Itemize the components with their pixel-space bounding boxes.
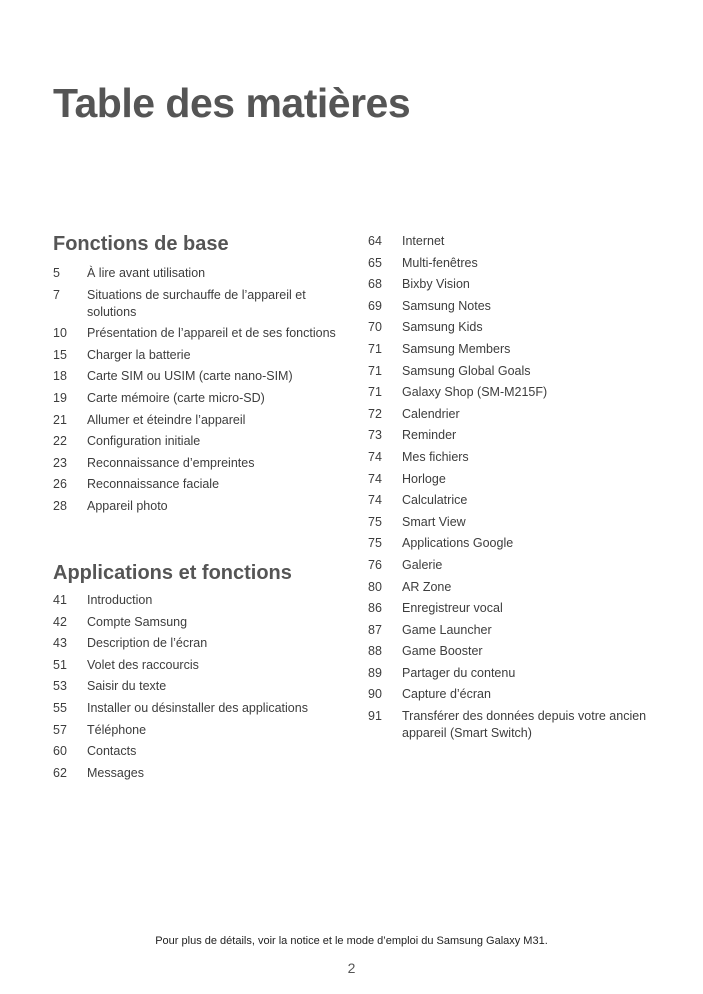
toc-item[interactable] [368, 622, 658, 639]
toc-label: Reconnaissance d’empreintes [87, 455, 255, 470]
toc-label: Enregistreur vocal [402, 601, 503, 616]
toc-item[interactable] [368, 427, 658, 444]
toc-label: Allumer et éteindre l’appareil [87, 412, 246, 427]
toc-label: Game Launcher [402, 622, 492, 637]
toc-item[interactable] [368, 471, 658, 488]
toc-page-number: 10 [53, 326, 67, 341]
toc-item[interactable] [368, 643, 658, 660]
toc-page-number: 42 [53, 614, 67, 629]
toc-item[interactable] [368, 600, 658, 617]
toc-label: Multi-fenêtres [402, 255, 478, 270]
toc-label: Samsung Kids [402, 320, 483, 335]
toc-list-applications-et-fonctions [53, 592, 338, 786]
toc-page-number: 90 [368, 687, 382, 702]
toc-page-number: 64 [368, 234, 382, 248]
toc-page-number: 91 [368, 709, 382, 724]
toc-page-number: 41 [53, 593, 67, 607]
toc-item[interactable] [53, 476, 338, 493]
toc-item[interactable] [368, 686, 658, 703]
toc-label: Calculatrice [402, 493, 468, 508]
toc-label: Présentation de l’appareil et de ses fonctions [87, 326, 336, 341]
toc-item[interactable] [368, 406, 658, 423]
toc-page-number: 43 [53, 636, 67, 651]
toc-label: Introduction [87, 593, 153, 607]
toc-item[interactable] [53, 287, 338, 321]
toc-page-number: 51 [53, 657, 67, 672]
toc-page-number: 89 [368, 665, 382, 680]
toc-item[interactable] [368, 255, 658, 272]
toc-label: Calendrier [402, 406, 460, 421]
toc-item[interactable] [53, 722, 338, 739]
toc-label: Compte Samsung [87, 614, 188, 629]
toc-label: Transférer des données depuis votre ancien appareil (Smart Switch) [402, 709, 647, 741]
toc-item[interactable] [368, 579, 658, 596]
toc-label: Appareil photo [87, 498, 168, 513]
toc-item[interactable] [53, 433, 338, 450]
toc-page-number: 75 [368, 514, 382, 529]
toc-label: Smart View [402, 514, 466, 529]
toc-page-number: 69 [368, 298, 382, 313]
toc-item[interactable] [368, 708, 658, 742]
toc-page-number: 71 [368, 363, 382, 378]
toc-item[interactable] [53, 412, 338, 429]
toc-label: Reconnaissance faciale [87, 477, 220, 492]
toc-page-number: 76 [368, 557, 382, 572]
toc-label: Samsung Members [402, 341, 511, 356]
toc-item[interactable] [53, 657, 338, 674]
toc-page-number: 15 [53, 347, 67, 362]
section-title-applications-et-fonctions: Applications et fonctions [53, 562, 292, 584]
toc-page-number: 22 [53, 434, 67, 449]
toc-item[interactable] [53, 347, 338, 364]
toc-page-number: 74 [368, 449, 382, 464]
toc-item[interactable] [368, 449, 658, 466]
toc-item[interactable] [368, 514, 658, 531]
toc-item[interactable] [368, 535, 658, 552]
toc-label: Installer ou désinstaller des applications [87, 700, 308, 715]
toc-item[interactable] [53, 455, 338, 472]
toc-item[interactable] [53, 368, 338, 385]
toc-page-number: 60 [53, 744, 67, 759]
toc-page-number: 75 [368, 536, 382, 551]
toc-label: Samsung Global Goals [402, 363, 531, 378]
toc-page-number: 18 [53, 369, 67, 384]
toc-item[interactable] [368, 319, 658, 336]
toc-item[interactable] [53, 635, 338, 652]
toc-page-number: 28 [53, 498, 67, 513]
toc-label: Partager du contenu [402, 665, 516, 680]
toc-item[interactable] [53, 265, 338, 282]
toc-item[interactable] [53, 498, 338, 515]
toc-label: Volet des raccourcis [87, 657, 199, 672]
toc-label: Téléphone [87, 722, 147, 737]
toc-label: Carte SIM ou USIM (carte nano-SIM) [87, 369, 293, 384]
toc-label: À lire avant utilisation [87, 266, 206, 280]
toc-label: Messages [87, 765, 144, 780]
toc-label: Carte mémoire (carte micro-SD) [87, 390, 265, 405]
toc-label: Configuration initiale [87, 434, 201, 449]
toc-page-number: 62 [53, 765, 67, 780]
toc-label: Game Booster [402, 644, 483, 659]
toc-label: Galaxy Shop (SM-M215F) [402, 385, 548, 400]
toc-label: Contacts [87, 744, 137, 759]
toc-label: Saisir du texte [87, 679, 167, 694]
toc-item[interactable] [53, 614, 338, 631]
toc-list-fonctions-de-base [53, 265, 338, 520]
toc-item[interactable] [368, 665, 658, 682]
toc-item[interactable] [53, 678, 338, 695]
toc-item[interactable] [368, 557, 658, 574]
toc-page-number: 74 [368, 471, 382, 486]
toc-label: Samsung Notes [402, 298, 491, 313]
toc-page-number: 26 [53, 477, 67, 492]
toc-item[interactable] [53, 743, 338, 760]
toc-item[interactable] [368, 341, 658, 358]
toc-page-number: 86 [368, 601, 382, 616]
toc-label: Galerie [402, 557, 443, 572]
toc-label: Bixby Vision [402, 277, 470, 292]
footer-note: Pour plus de détails, voir la notice et le mode d’emploi du Samsung Galaxy M31. [155, 935, 548, 947]
toc-page-number: 68 [368, 277, 382, 292]
toc-label: Mes fichiers [402, 449, 469, 464]
toc-item[interactable] [368, 363, 658, 380]
toc-list-right-column [368, 233, 658, 747]
toc-page-number: 80 [368, 579, 382, 594]
toc-item[interactable] [53, 592, 338, 609]
page-number: 2 [347, 960, 356, 976]
toc-label: Charger la batterie [87, 347, 191, 362]
toc-item[interactable] [368, 492, 658, 509]
toc-label: Internet [402, 234, 445, 248]
toc-item[interactable] [53, 390, 338, 407]
toc-label: Horloge [402, 471, 446, 486]
toc-page-number: 55 [53, 700, 67, 715]
section-title-fonctions-de-base: Fonctions de base [53, 233, 229, 255]
toc-item[interactable] [368, 298, 658, 315]
toc-label: Reminder [402, 428, 457, 443]
toc-label: Capture d’écran [402, 687, 491, 702]
toc-item[interactable] [368, 233, 658, 250]
toc-page-number: 70 [368, 320, 382, 335]
page-title: Table des matières [53, 80, 411, 126]
toc-page-number: 7 [53, 287, 60, 302]
toc-page-number: 74 [368, 493, 382, 508]
toc-label: Description de l’écran [87, 636, 208, 651]
toc-page-number: 57 [53, 722, 67, 737]
toc-item[interactable] [368, 276, 658, 293]
toc-page-number: 21 [53, 412, 67, 427]
toc-label: Situations de surchauffe de l’appareil et solutions [87, 287, 306, 319]
toc-label: AR Zone [402, 579, 452, 594]
toc-page-number: 19 [53, 390, 67, 405]
toc-page-number: 88 [368, 644, 382, 659]
toc-item[interactable] [53, 700, 338, 717]
toc-page-number: 73 [368, 428, 382, 443]
toc-item[interactable] [368, 384, 658, 401]
toc-label: Applications Google [402, 536, 514, 551]
toc-page-number: 53 [53, 679, 67, 694]
toc-page-number: 87 [368, 622, 382, 637]
toc-page-number: 5 [53, 266, 60, 280]
toc-page-number: 65 [368, 255, 382, 270]
toc-page-number: 72 [368, 406, 382, 421]
toc-page-number: 23 [53, 455, 67, 470]
toc-page-number: 71 [368, 385, 382, 400]
toc-page-number: 71 [368, 341, 382, 356]
toc-item[interactable] [53, 765, 338, 782]
toc-item[interactable] [53, 325, 338, 342]
